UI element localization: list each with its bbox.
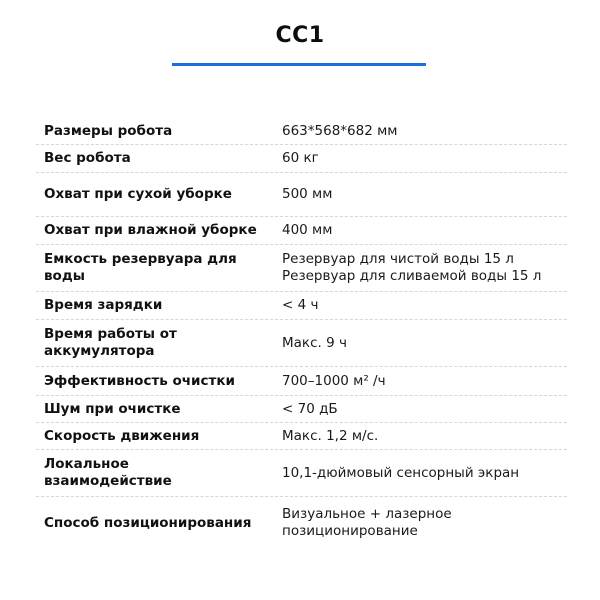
- spec-value-line: позиционирование: [282, 523, 418, 539]
- spec-value-line: 700–1000 м² /ч: [282, 372, 386, 389]
- spec-label: Эффективность очистки: [44, 372, 235, 389]
- spec-label: Локальное взаимодействие: [44, 456, 172, 489]
- page-title: CC1: [275, 23, 325, 48]
- spec-value-line: 10,1-дюймовый сенсорный экран: [282, 464, 520, 481]
- spec-row: [36, 245, 567, 292]
- spec-value: [274, 297, 567, 314]
- spec-row: [36, 367, 567, 396]
- spec-value: [274, 373, 567, 390]
- spec-table: [36, 118, 567, 549]
- spec-value: [274, 150, 567, 167]
- spec-value-line: 400 мм: [282, 222, 333, 238]
- spec-label: Время работы от аккумулятора: [44, 326, 177, 359]
- spec-label: Вес робота: [44, 150, 131, 166]
- spec-row: [36, 292, 567, 320]
- spec-value: [274, 222, 567, 239]
- spec-value: [274, 123, 567, 140]
- spec-row: [36, 396, 567, 423]
- spec-label: Охват при сухой уборке: [44, 186, 232, 202]
- spec-value-line: < 4 ч: [282, 297, 319, 313]
- spec-value-line: Резервуар для сливаемой воды 15 л: [282, 268, 542, 284]
- spec-label: Шум при очистке: [44, 400, 181, 417]
- spec-label: Способ позиционирования: [44, 514, 252, 531]
- spec-row: [36, 320, 567, 367]
- spec-value-line: Макс. 9 ч: [282, 334, 347, 351]
- spec-value: [274, 401, 567, 418]
- spec-value-line: 663*568*682 мм: [282, 122, 398, 139]
- spec-value-line: 60 кг: [282, 150, 319, 166]
- spec-row: [36, 217, 567, 245]
- spec-row: [36, 450, 567, 497]
- spec-value: [274, 186, 567, 203]
- spec-row: [36, 118, 567, 145]
- spec-row: [36, 497, 567, 549]
- spec-label: Размеры робота: [44, 122, 173, 139]
- spec-row: [36, 423, 567, 450]
- spec-value-line: < 70 дБ: [282, 400, 338, 417]
- spec-value-line: 500 мм: [282, 186, 333, 202]
- spec-row: [36, 145, 567, 173]
- spec-value-line: Резервуар для чистой воды 15 л: [282, 251, 514, 267]
- spec-value: [274, 251, 567, 285]
- spec-value-line: Визуальное + лазерное: [282, 506, 452, 522]
- spec-label: Емкость резервуара для воды: [44, 251, 237, 284]
- spec-value-line: Макс. 1,2 м/с.: [282, 427, 379, 444]
- spec-value: [274, 428, 567, 445]
- spec-row: [36, 173, 567, 217]
- spec-label: Скорость движения: [44, 427, 200, 444]
- title-underline-divider: [172, 63, 426, 66]
- spec-value: [274, 465, 567, 482]
- spec-label: Охват при влажной уборке: [44, 222, 257, 238]
- spec-value: [274, 335, 567, 352]
- spec-value: [274, 506, 567, 540]
- spec-label: Время зарядки: [44, 297, 163, 313]
